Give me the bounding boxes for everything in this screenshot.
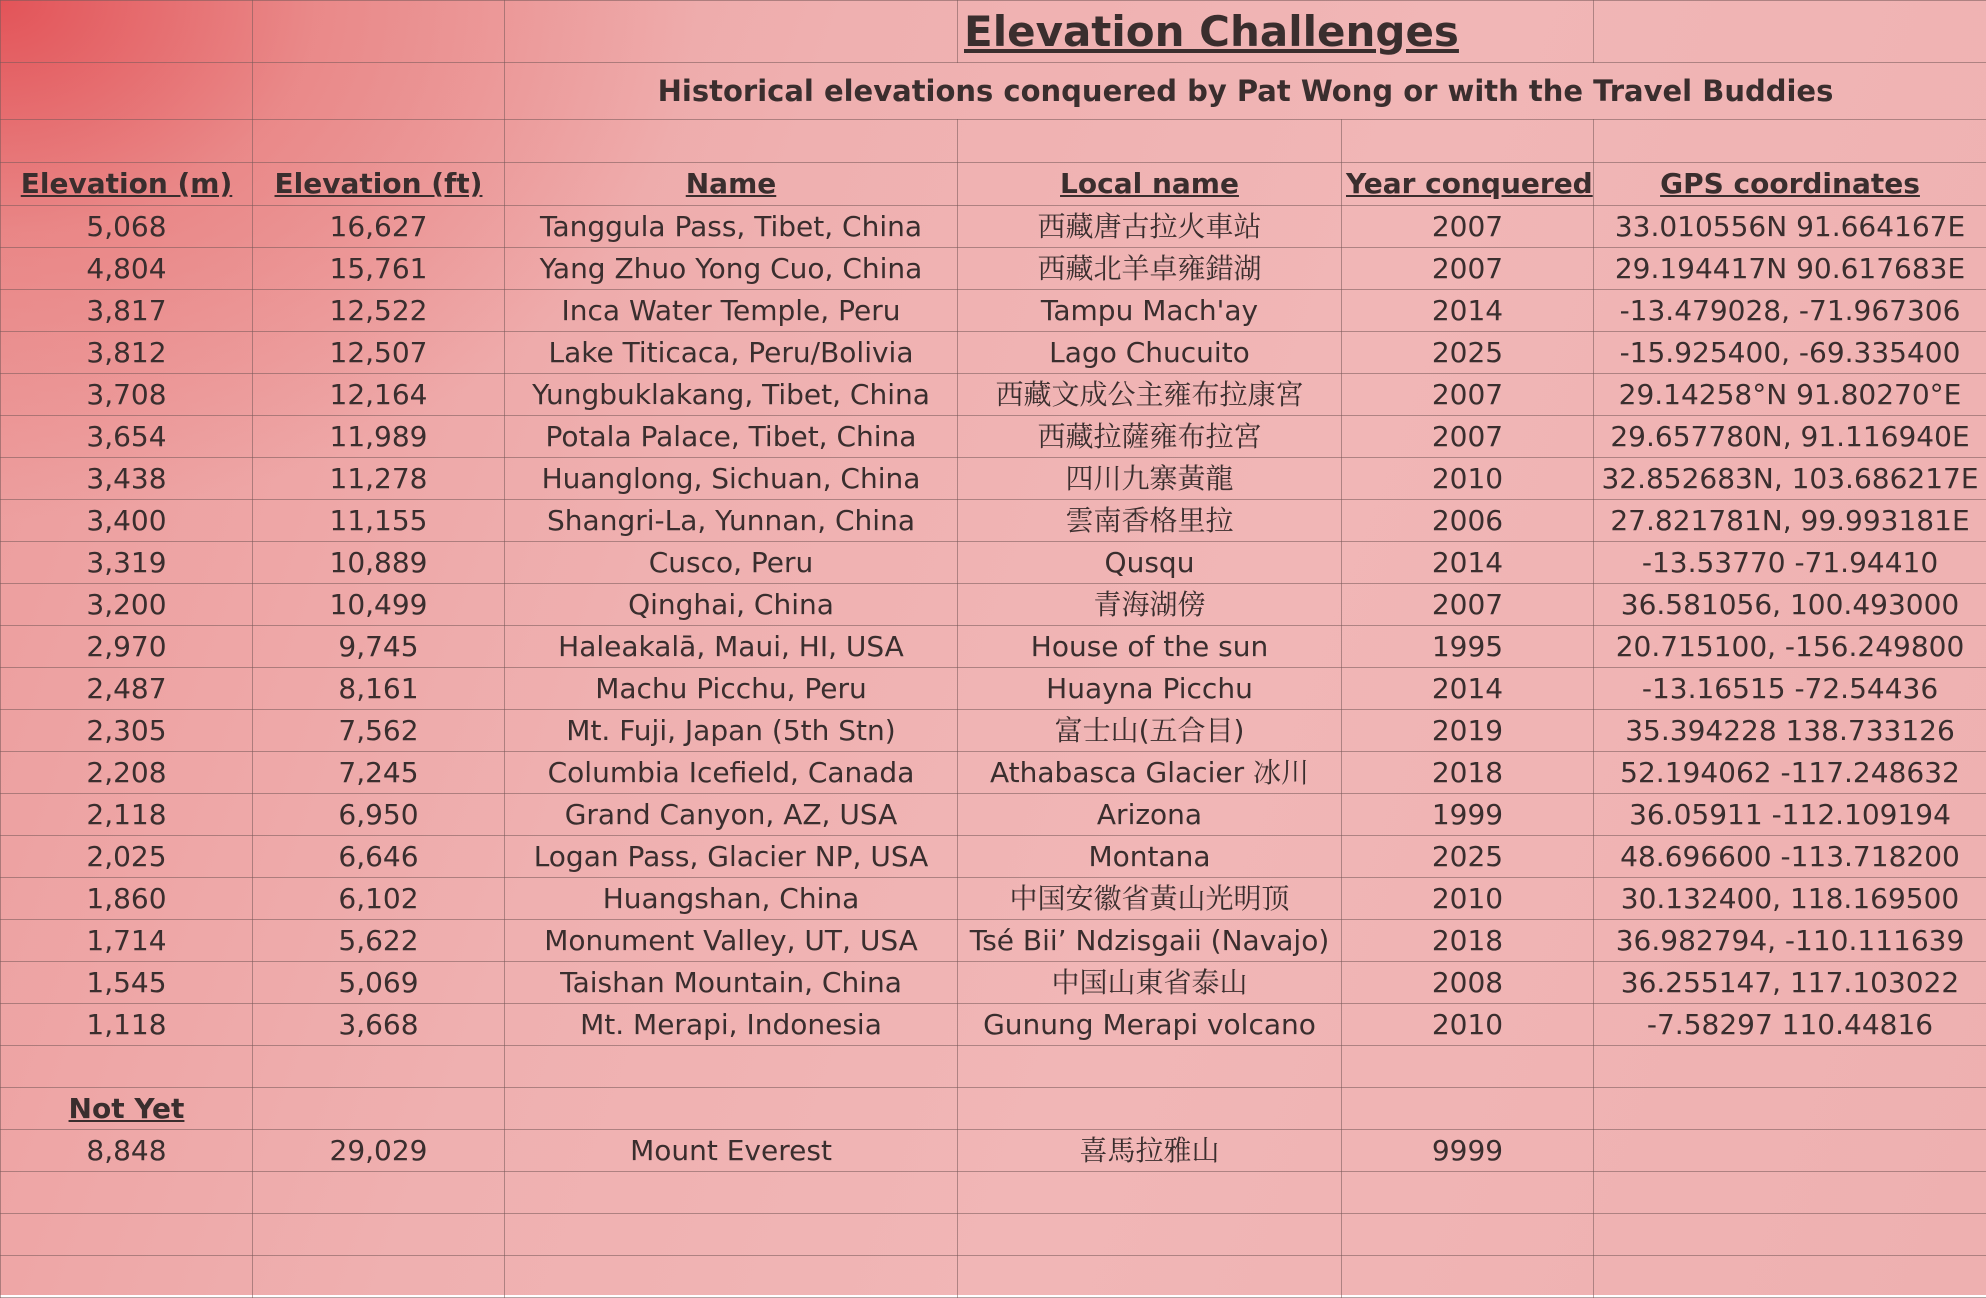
elevation-m-cell[interactable]: 3,812 [1,332,253,374]
name-cell[interactable]: Shangri-La, Yunnan, China [505,500,958,542]
name-cell[interactable]: Yang Zhuo Yong Cuo, China [505,248,958,290]
elevation-m-cell[interactable]: 4,804 [1,248,253,290]
elevation-ft-cell[interactable]: 6,646 [253,836,505,878]
gps-cell[interactable]: 33.010556N 91.664167E [1594,206,1986,248]
table-row [1,374,1986,416]
gps-cell[interactable]: -7.58297 110.44816 [1594,1004,1986,1046]
elevation-ft-cell[interactable]: 12,522 [253,290,505,332]
elevation-ft-cell[interactable]: 5,622 [253,920,505,962]
elevation-m-cell[interactable]: 3,438 [1,458,253,500]
cell[interactable] [1342,1172,1594,1214]
elevation-ft-cell[interactable]: 5,069 [253,962,505,1004]
blank-row [1,1172,1986,1214]
cell[interactable] [253,1214,505,1256]
year-cell[interactable]: 2025 [1342,332,1594,374]
cell[interactable] [1,1046,253,1088]
name-cell[interactable]: Machu Picchu, Peru [505,668,958,710]
not-yet-row [1,1130,1986,1172]
elevation-m-cell[interactable]: 3,654 [1,416,253,458]
not-yet-label-row [1,1088,1986,1130]
elevation-m-cell[interactable]: 3,400 [1,500,253,542]
name-cell[interactable]: Logan Pass, Glacier NP, USA [505,836,958,878]
cell[interactable] [505,1046,958,1088]
subtitle-row [1,63,1986,120]
name-cell[interactable]: Lake Titicaca, Peru/Bolivia [505,332,958,374]
elevation-m-cell[interactable]: 2,970 [1,626,253,668]
year-cell[interactable]: 2007 [1342,374,1594,416]
table-row [1,668,1986,710]
cell[interactable] [505,120,958,163]
elevation-ft-cell[interactable]: 15,761 [253,248,505,290]
year-cell[interactable]: 2006 [1342,500,1594,542]
year-cell[interactable]: 9999 [1342,1130,1594,1172]
elevation-ft-cell[interactable]: 11,989 [253,416,505,458]
not-yet-label[interactable]: Not Yet [1,1088,253,1130]
elevation-ft-cell[interactable]: 6,102 [253,878,505,920]
gps-cell[interactable]: 36.05911 -112.109194 [1594,794,1986,836]
cell[interactable] [505,1,958,63]
cell[interactable] [253,1172,505,1214]
cell[interactable] [505,1256,958,1298]
cell[interactable] [958,1172,1342,1214]
gps-cell[interactable]: 36.255147, 117.103022 [1594,962,1986,1004]
elevation-m-cell[interactable]: 3,319 [1,542,253,584]
local-name-cell[interactable]: 喜馬拉雅山 [958,1130,1342,1172]
name-cell[interactable]: Columbia Icefield, Canada [505,752,958,794]
cell[interactable] [1342,1046,1594,1088]
name-cell[interactable]: Inca Water Temple, Peru [505,290,958,332]
elevation-m-cell[interactable]: 2,305 [1,710,253,752]
table-row [1,878,1986,920]
table-row [1,1004,1986,1046]
header-local-name[interactable]: Local name [958,163,1342,206]
elevation-m-cell[interactable]: 1,714 [1,920,253,962]
cell[interactable] [253,63,505,120]
gps-cell[interactable]: -13.16515 -72.54436 [1594,668,1986,710]
name-cell[interactable]: Mt. Merapi, Indonesia [505,1004,958,1046]
cell[interactable] [253,1088,505,1130]
local-name-cell[interactable]: Montana [958,836,1342,878]
gps-cell[interactable]: 29.194417N 90.617683E [1594,248,1986,290]
year-cell[interactable]: 1995 [1342,626,1594,668]
cell[interactable] [1,1172,253,1214]
elevation-ft-cell[interactable]: 12,507 [253,332,505,374]
elevation-ft-cell[interactable]: 16,627 [253,206,505,248]
table-row [1,248,1986,290]
year-cell[interactable]: 2007 [1342,248,1594,290]
local-name-cell[interactable]: Gunung Merapi volcano [958,1004,1342,1046]
cell[interactable] [505,1172,958,1214]
cell[interactable] [958,1088,1342,1130]
name-cell[interactable]: Mount Everest [505,1130,958,1172]
gps-cell[interactable]: 32.852683N, 103.686217E [1594,458,1986,500]
cell[interactable] [253,120,505,163]
local-name-cell[interactable]: House of the sun [958,626,1342,668]
local-name-cell[interactable]: Tampu Mach'ay [958,290,1342,332]
cell[interactable] [1594,1214,1986,1256]
cell[interactable] [1594,1088,1986,1130]
table-row [1,626,1986,668]
year-cell[interactable]: 2018 [1342,920,1594,962]
year-cell[interactable]: 1999 [1342,794,1594,836]
table-row [1,962,1986,1004]
elevation-ft-cell[interactable]: 8,161 [253,668,505,710]
elevation-m-cell[interactable]: 3,708 [1,374,253,416]
blank-row [1,1046,1986,1088]
elevation-m-cell[interactable]: 2,208 [1,752,253,794]
cell[interactable] [1342,1214,1594,1256]
elevation-m-cell[interactable]: 5,068 [1,206,253,248]
name-cell[interactable]: Mt. Fuji, Japan (5th Stn) [505,710,958,752]
year-cell[interactable]: 2010 [1342,1004,1594,1046]
name-cell[interactable]: Monument Valley, UT, USA [505,920,958,962]
table-row [1,920,1986,962]
table-row [1,416,1986,458]
gps-cell[interactable]: -15.925400, -69.335400 [1594,332,1986,374]
cell[interactable] [1594,1,1986,63]
table-row [1,458,1986,500]
gps-cell[interactable]: 29.14258°N 91.80270°E [1594,374,1986,416]
year-cell[interactable]: 2014 [1342,542,1594,584]
local-name-cell[interactable]: 雲南香格里拉 [958,500,1342,542]
year-cell[interactable]: 2007 [1342,416,1594,458]
year-cell[interactable]: 2019 [1342,710,1594,752]
name-cell[interactable]: Grand Canyon, AZ, USA [505,794,958,836]
elevation-ft-cell[interactable]: 12,164 [253,374,505,416]
table-row [1,332,1986,374]
cell[interactable] [958,1256,1342,1298]
cell[interactable] [253,1256,505,1298]
cell[interactable] [1,1,253,63]
name-cell[interactable]: Potala Palace, Tibet, China [505,416,958,458]
gps-cell[interactable]: 29.657780N, 91.116940E [1594,416,1986,458]
cell[interactable] [958,120,1342,163]
page-subtitle[interactable]: Historical elevations conquered by Pat Wong or with the Travel Buddies [505,63,1986,120]
local-name-cell[interactable]: 西藏文成公主雍布拉康宮 [958,374,1342,416]
elevation-m-cell[interactable]: 8,848 [1,1130,253,1172]
gps-cell[interactable] [1594,1130,1986,1172]
local-name-cell[interactable]: 富士山(五合目) [958,710,1342,752]
local-name-cell[interactable]: Arizona [958,794,1342,836]
year-cell[interactable]: 2010 [1342,458,1594,500]
local-name-cell[interactable]: 西藏拉薩雍布拉宮 [958,416,1342,458]
blank-row [1,1214,1986,1256]
elevation-ft-cell[interactable]: 11,155 [253,500,505,542]
elevation-m-cell[interactable]: 3,817 [1,290,253,332]
header-elevation-m[interactable]: Elevation (m) [1,163,253,206]
table-row [1,206,1986,248]
gps-cell[interactable]: 35.394228 138.733126 [1594,710,1986,752]
elevation-ft-cell[interactable]: 10,889 [253,542,505,584]
name-cell[interactable]: Qinghai, China [505,584,958,626]
table-row [1,542,1986,584]
page-title[interactable]: Elevation Challenges [958,1,1594,63]
cell[interactable] [1342,1256,1594,1298]
name-cell[interactable]: Taishan Mountain, China [505,962,958,1004]
gps-cell[interactable]: -13.479028, -71.967306 [1594,290,1986,332]
year-cell[interactable]: 2007 [1342,584,1594,626]
gps-cell[interactable]: 27.821781N, 99.993181E [1594,500,1986,542]
year-cell[interactable]: 2007 [1342,206,1594,248]
cell[interactable] [1594,1172,1986,1214]
local-name-cell[interactable]: 四川九寨黃龍 [958,458,1342,500]
table-row [1,794,1986,836]
header-year-conquered[interactable]: Year conquered [1342,163,1594,206]
cell[interactable] [1342,120,1594,163]
elevation-m-cell[interactable]: 1,545 [1,962,253,1004]
cell[interactable] [958,1214,1342,1256]
cell[interactable] [253,1046,505,1088]
cell[interactable] [958,1046,1342,1088]
year-cell[interactable]: 2018 [1342,752,1594,794]
cell[interactable] [253,1,505,63]
elevation-m-cell[interactable]: 1,860 [1,878,253,920]
name-cell[interactable]: Cusco, Peru [505,542,958,584]
name-cell[interactable]: Huangshan, China [505,878,958,920]
header-name[interactable]: Name [505,163,958,206]
header-gps-coordinates[interactable]: GPS coordinates [1594,163,1986,206]
elevation-ft-cell[interactable]: 11,278 [253,458,505,500]
elevation-ft-cell[interactable]: 29,029 [253,1130,505,1172]
local-name-cell[interactable]: Lago Chucuito [958,332,1342,374]
local-name-cell[interactable]: Athabasca Glacier 冰川 [958,752,1342,794]
gps-cell[interactable]: 48.696600 -113.718200 [1594,836,1986,878]
gps-cell[interactable]: 20.715100, -156.249800 [1594,626,1986,668]
local-name-cell[interactable]: 中国山東省泰山 [958,962,1342,1004]
blank-row [1,120,1986,163]
cell[interactable] [1342,1088,1594,1130]
gps-cell[interactable]: 36.982794, -110.111639 [1594,920,1986,962]
table-row [1,290,1986,332]
name-cell[interactable]: Yungbuklakang, Tibet, China [505,374,958,416]
gps-cell[interactable]: 36.581056, 100.493000 [1594,584,1986,626]
local-name-cell[interactable]: 青海湖傍 [958,584,1342,626]
cell[interactable] [505,1214,958,1256]
elevation-ft-cell[interactable]: 10,499 [253,584,505,626]
elevation-m-cell[interactable]: 3,200 [1,584,253,626]
gps-cell[interactable]: 52.194062 -117.248632 [1594,752,1986,794]
local-name-cell[interactable]: 中国安徽省黃山光明顶 [958,878,1342,920]
cell[interactable] [1594,120,1986,163]
local-name-cell[interactable]: Tsé Bii’ Ndzisgaii (Navajo) [958,920,1342,962]
elevation-m-cell[interactable]: 2,025 [1,836,253,878]
year-cell[interactable]: 2010 [1342,878,1594,920]
cell[interactable] [1,120,253,163]
gps-cell[interactable]: 30.132400, 118.169500 [1594,878,1986,920]
table-row [1,836,1986,878]
name-cell[interactable]: Huanglong, Sichuan, China [505,458,958,500]
elevation-ft-cell[interactable]: 7,562 [253,710,505,752]
title-row [1,1,1986,63]
cell[interactable] [1,63,253,120]
table-row [1,710,1986,752]
name-cell[interactable]: Tanggula Pass, Tibet, China [505,206,958,248]
local-name-cell[interactable]: 西藏北羊卓雍錯湖 [958,248,1342,290]
blank-row [1,1256,1986,1298]
year-cell[interactable]: 2014 [1342,668,1594,710]
gps-cell[interactable]: -13.53770 -71.94410 [1594,542,1986,584]
elevation-m-cell[interactable]: 2,118 [1,794,253,836]
table-row [1,752,1986,794]
table-row [1,500,1986,542]
cell[interactable] [1594,1046,1986,1088]
elevation-ft-cell[interactable]: 6,950 [253,794,505,836]
cell[interactable] [505,1088,958,1130]
cell[interactable] [1594,1256,1986,1298]
year-cell[interactable]: 2008 [1342,962,1594,1004]
cell[interactable] [1,1214,253,1256]
local-name-cell[interactable]: 西藏唐古拉火車站 [958,206,1342,248]
elevation-ft-cell[interactable]: 9,745 [253,626,505,668]
elevation-ft-cell[interactable]: 7,245 [253,752,505,794]
header-elevation-ft[interactable]: Elevation (ft) [253,163,505,206]
year-cell[interactable]: 2014 [1342,290,1594,332]
header-row [1,163,1986,206]
local-name-cell[interactable]: Qusqu [958,542,1342,584]
elevation-m-cell[interactable]: 2,487 [1,668,253,710]
table-row [1,584,1986,626]
year-cell[interactable]: 2025 [1342,836,1594,878]
elevation-m-cell[interactable]: 1,118 [1,1004,253,1046]
cell[interactable] [1,1256,253,1298]
name-cell[interactable]: Haleakalā, Maui, HI, USA [505,626,958,668]
local-name-cell[interactable]: Huayna Picchu [958,668,1342,710]
elevation-ft-cell[interactable]: 3,668 [253,1004,505,1046]
